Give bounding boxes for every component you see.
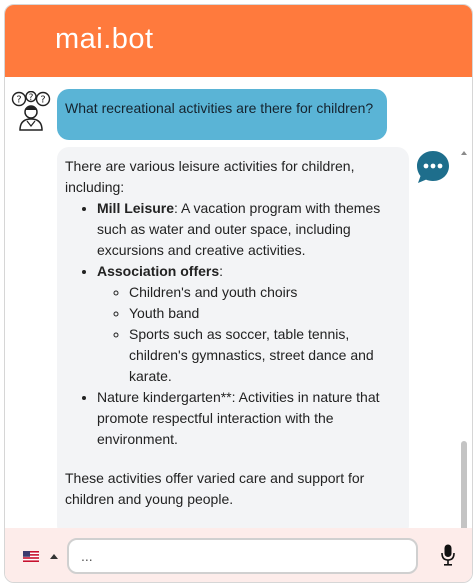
user-message-bubble — [57, 89, 387, 140]
app-title: mai.bot — [55, 23, 154, 55]
svg-text:?: ? — [28, 93, 34, 103]
input-bar — [5, 528, 472, 582]
chat-area[interactable] — [5, 77, 472, 528]
activity-list — [65, 198, 399, 450]
chat-scrollbar[interactable] — [460, 149, 468, 528]
svg-text:?: ? — [40, 94, 46, 106]
chat-bubble-icon — [415, 149, 451, 185]
list-item-title: Mill Leisure — [97, 200, 175, 216]
list-item-title: Association offers — [97, 263, 220, 279]
chat-window — [4, 4, 473, 583]
scroll-up-arrow-icon[interactable] — [461, 151, 467, 155]
bot-outro: These activities offer varied care and support for children and young people. — [65, 470, 365, 507]
svg-text:?: ? — [16, 94, 22, 106]
confused-person-icon — [11, 91, 51, 131]
list-item-text: : A vacation program with themes such as water and outer space, including excursions and creative activities. — [97, 200, 381, 258]
sub-list — [97, 282, 399, 387]
bot-intro: There are various leisure activities for children, including: — [65, 158, 355, 195]
sub-list-item: ◦ Children's and youth choirs — [129, 282, 399, 303]
scrollbar-thumb[interactable] — [461, 441, 467, 528]
list-item-text: : — [219, 263, 224, 279]
us-flag-icon[interactable] — [23, 551, 39, 562]
microphone-icon[interactable] — [441, 544, 455, 566]
list-item-text: Nature kindergarten**: Activities in nature that promote respectful interaction with the environment. — [97, 389, 380, 447]
sub-list-item: ◦ Youth band — [129, 303, 399, 324]
sub-list-item: ◦ Sports such as soccer, table tennis, children's gymnastics, street dance and karate. — [129, 324, 399, 387]
caret-up-icon[interactable] — [50, 554, 58, 559]
list-item — [97, 198, 399, 261]
list-item — [97, 387, 399, 450]
app-header — [5, 5, 472, 77]
list-item — [97, 261, 399, 387]
user-message-text: What recreational activities are there for children? — [65, 100, 374, 116]
message-input[interactable] — [67, 538, 418, 574]
bot-message-bubble — [57, 147, 409, 528]
